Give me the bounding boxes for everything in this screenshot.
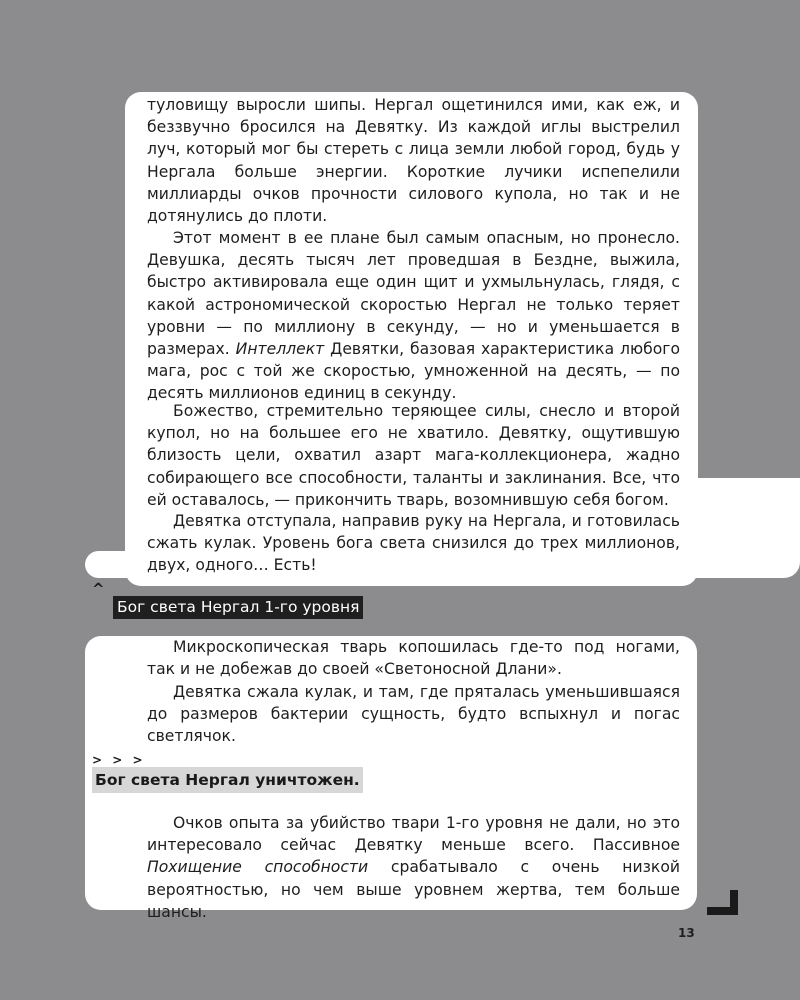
system-notice-destroyed: Бог света Нергал уничтожен. — [92, 767, 363, 793]
page-number: 13 — [678, 926, 695, 940]
paragraph-5: Микроскопическая тварь копошилась где-то под ногами, так и не добежав до своей «Светоносной Длани». — [147, 638, 680, 679]
italic-ability-theft: Похищение способности — [147, 858, 369, 877]
corner-bracket-icon — [707, 890, 739, 916]
paragraph-4: Девятка отступала, направив руку на Нергала, и готовилась сжать кулак. Уровень бога света снизился до трех миллионов, двух, одного… Есть! — [147, 512, 680, 575]
paragraph-2: Этот момент в ее плане был самым опасным, но пронесло. Девушка, десять тысяч лет проведшая в Бездне, выжила, быстро активировала еще один щит и ухмыльнулась, глядя, с какой астрономической скоростью Нергал не только теряет уровни — по миллиону в секунду, — но и уменьшается в размерах. Интеллект Девятки, базовая характеристика любого мага, рос с той же скоростью, умноженной на десять, — по десять миллионов единиц в секунду. — [147, 229, 681, 403]
paragraph-3: Божество, стремительно теряющее силы, снесло и второй купол, но на большее его не хватило. Девятку, ощутившую близость цели, охватил азарт мага-коллекционера, жадно собирающего все способности, таланты и заклинания. Все, что ей оставалось, — прикончить тварь, возомнившую себя богом. — [147, 402, 680, 509]
paragraph-7: Очков опыта за убийство твари 1-го уровня не дали, но это интересовало сейчас Девятку меньше всего. Пассивное Похищение способности срабатывало с очень низкой вероятностью, но чем выше уровнем жертва, тем больше шансы. — [147, 814, 681, 921]
italic-intellect: Интеллект — [235, 340, 325, 359]
paragraph-1: туловищу выросли шипы. Нергал ощетинился ими, как еж, и беззвучно бросился на Девятку. Из каждой иглы выстрелил луч, который мог бы стереть с лица земли любой город, будь у Нергала больше энергии. Короткие лучики испепелили миллиарды очков прочности силового купола, но так и не дотянулись до плоти. — [147, 96, 680, 226]
paragraph-6: Девятка сжала кулак, и там, где пряталась уменьшившаяся до размеров бактерии сущность, будто вспыхнул и погас светлячок. — [147, 683, 680, 746]
arrows-icon: > > > — [92, 753, 146, 767]
caret-up-icon: ^ — [92, 580, 105, 598]
system-notice-level: Бог света Нергал 1-го уровня — [113, 596, 363, 619]
